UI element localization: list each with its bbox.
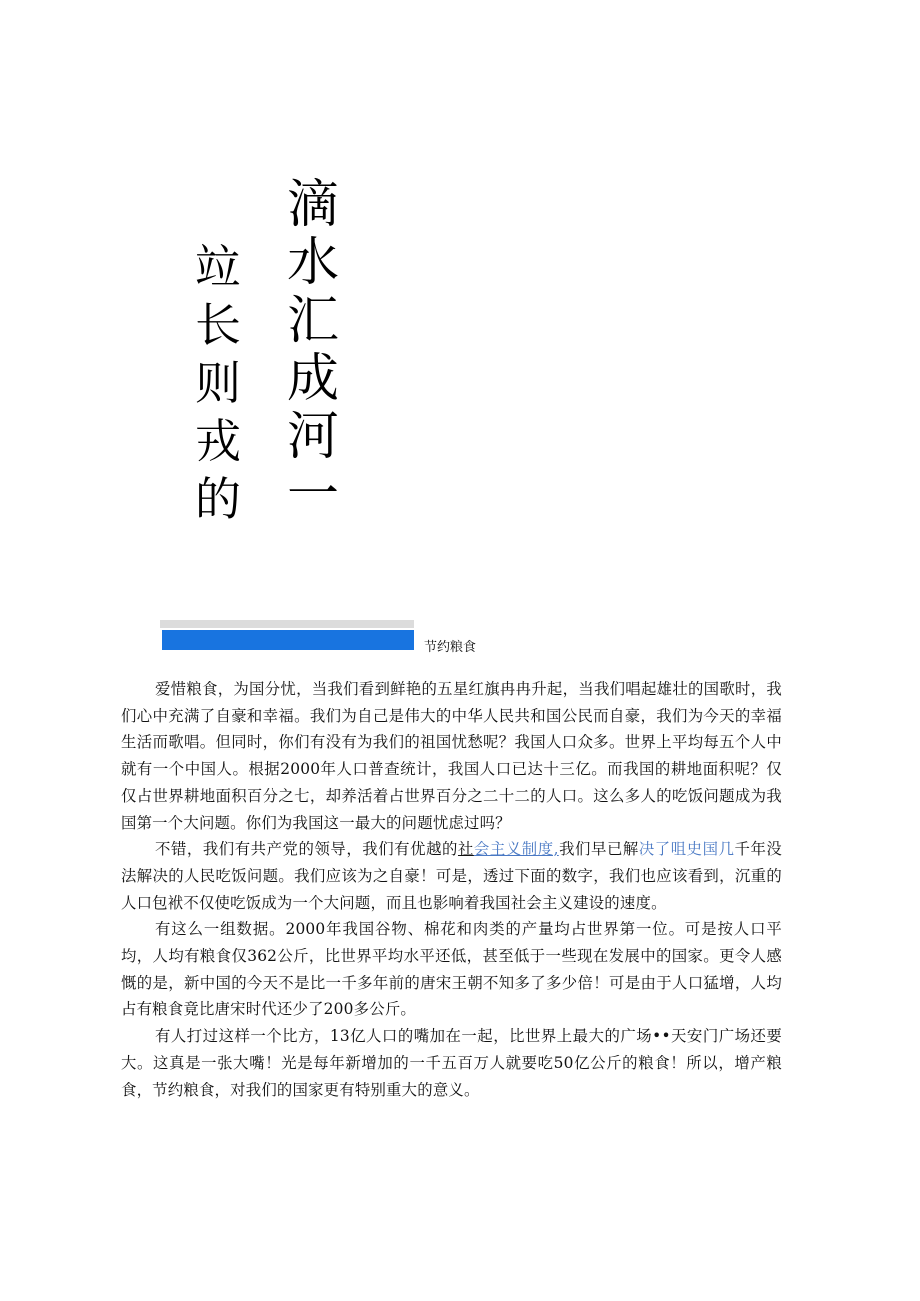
title-column-right [283,176,343,524]
title-char: 滴 [286,175,339,235]
paragraph-2-text: 不错，我们有共产党的领导，我们有优越的 [155,840,458,859]
title-char: 则 [195,356,241,410]
paragraph-2-text: 千年没法解决的人民吃饭问题。我们应该为之自豪！可是，透过下面的数字，我们也应该看到，沉重的人口包袱不仅使吃饭成为一个大问题，而且也影响着我国社会主义建设的速度。 [121,840,782,912]
socialism-link-part[interactable]: 社 [457,840,474,859]
title-column-left [195,238,239,528]
banner-blue-bar [162,630,414,650]
paragraph-3: 有这么一组数据。2000年我国谷物、棉花和肉类的产量均占世界第一位。可是按人口平均，人均有粮食仅362公斤，比世界平均水平还低，甚至低于一些现在发展中的国家。更令人感慨的是，新中国的今天不是比一千多年前的唐宋王朝不知多了多少倍！可是由于人口猛增，人均占有粮食竟比唐宋时代还少了200多公斤。 [121,920,782,1019]
title-char: 竝 [195,240,241,294]
title-char: 一 [286,465,339,525]
article-body [121,676,782,1103]
paragraph-2 [121,836,782,916]
title-char: 河 [286,407,339,467]
title-char: 成 [286,349,339,409]
paragraph-2-text: 我们早已解 [558,840,639,859]
title-char: 的 [195,472,241,526]
history-link[interactable]: 决了咀史国几 [638,840,735,859]
socialism-link[interactable]: 会主义制度, [473,840,559,859]
title-char: 长 [195,298,241,352]
banner-top-strip [160,620,414,628]
title-char: 汇 [286,291,339,351]
title-char: 戎 [195,414,241,468]
title-char: 水 [286,233,339,293]
paragraph-4: 有人打过这样一个比方，13亿人口的嘴加在一起，比世界上最大的广场••天安门广场还要大。这真是一张大嘴！光是每年新增加的一千五百万人就要吃50亿公斤的粮食！所以，增产粮食，节约粮食，对我们的国家更有特别重大的意义。 [121,1027,782,1099]
banner-caption: 节约粮食 [424,640,477,655]
header-banner-image [160,620,414,652]
paragraph-1: 爱惜粮食，为国分忧，当我们看到鲜艳的五星红旗冉冉升起，当我们唱起雄壮的国歌时，我们心中充满了自豪和幸福。我们为自己是伟大的中华人民共和国公民而自豪，我们为今天的幸福生活而歌唱。但同时，你们有没有为我们的祖国忧愁呢？我国人口众多。世界上平均每五个人中就有一个中国人。根据2000年人口普查统计，我国人口已达十三亿。而我国的耕地面积呢？仅仅占世界耕地面积百分之七，却养活着占世界百分之二十二的人口。这么多人的吃饭问题成为我国第一个大问题。你们为我国这一最大的问题忧虑过吗？ [121,680,782,832]
